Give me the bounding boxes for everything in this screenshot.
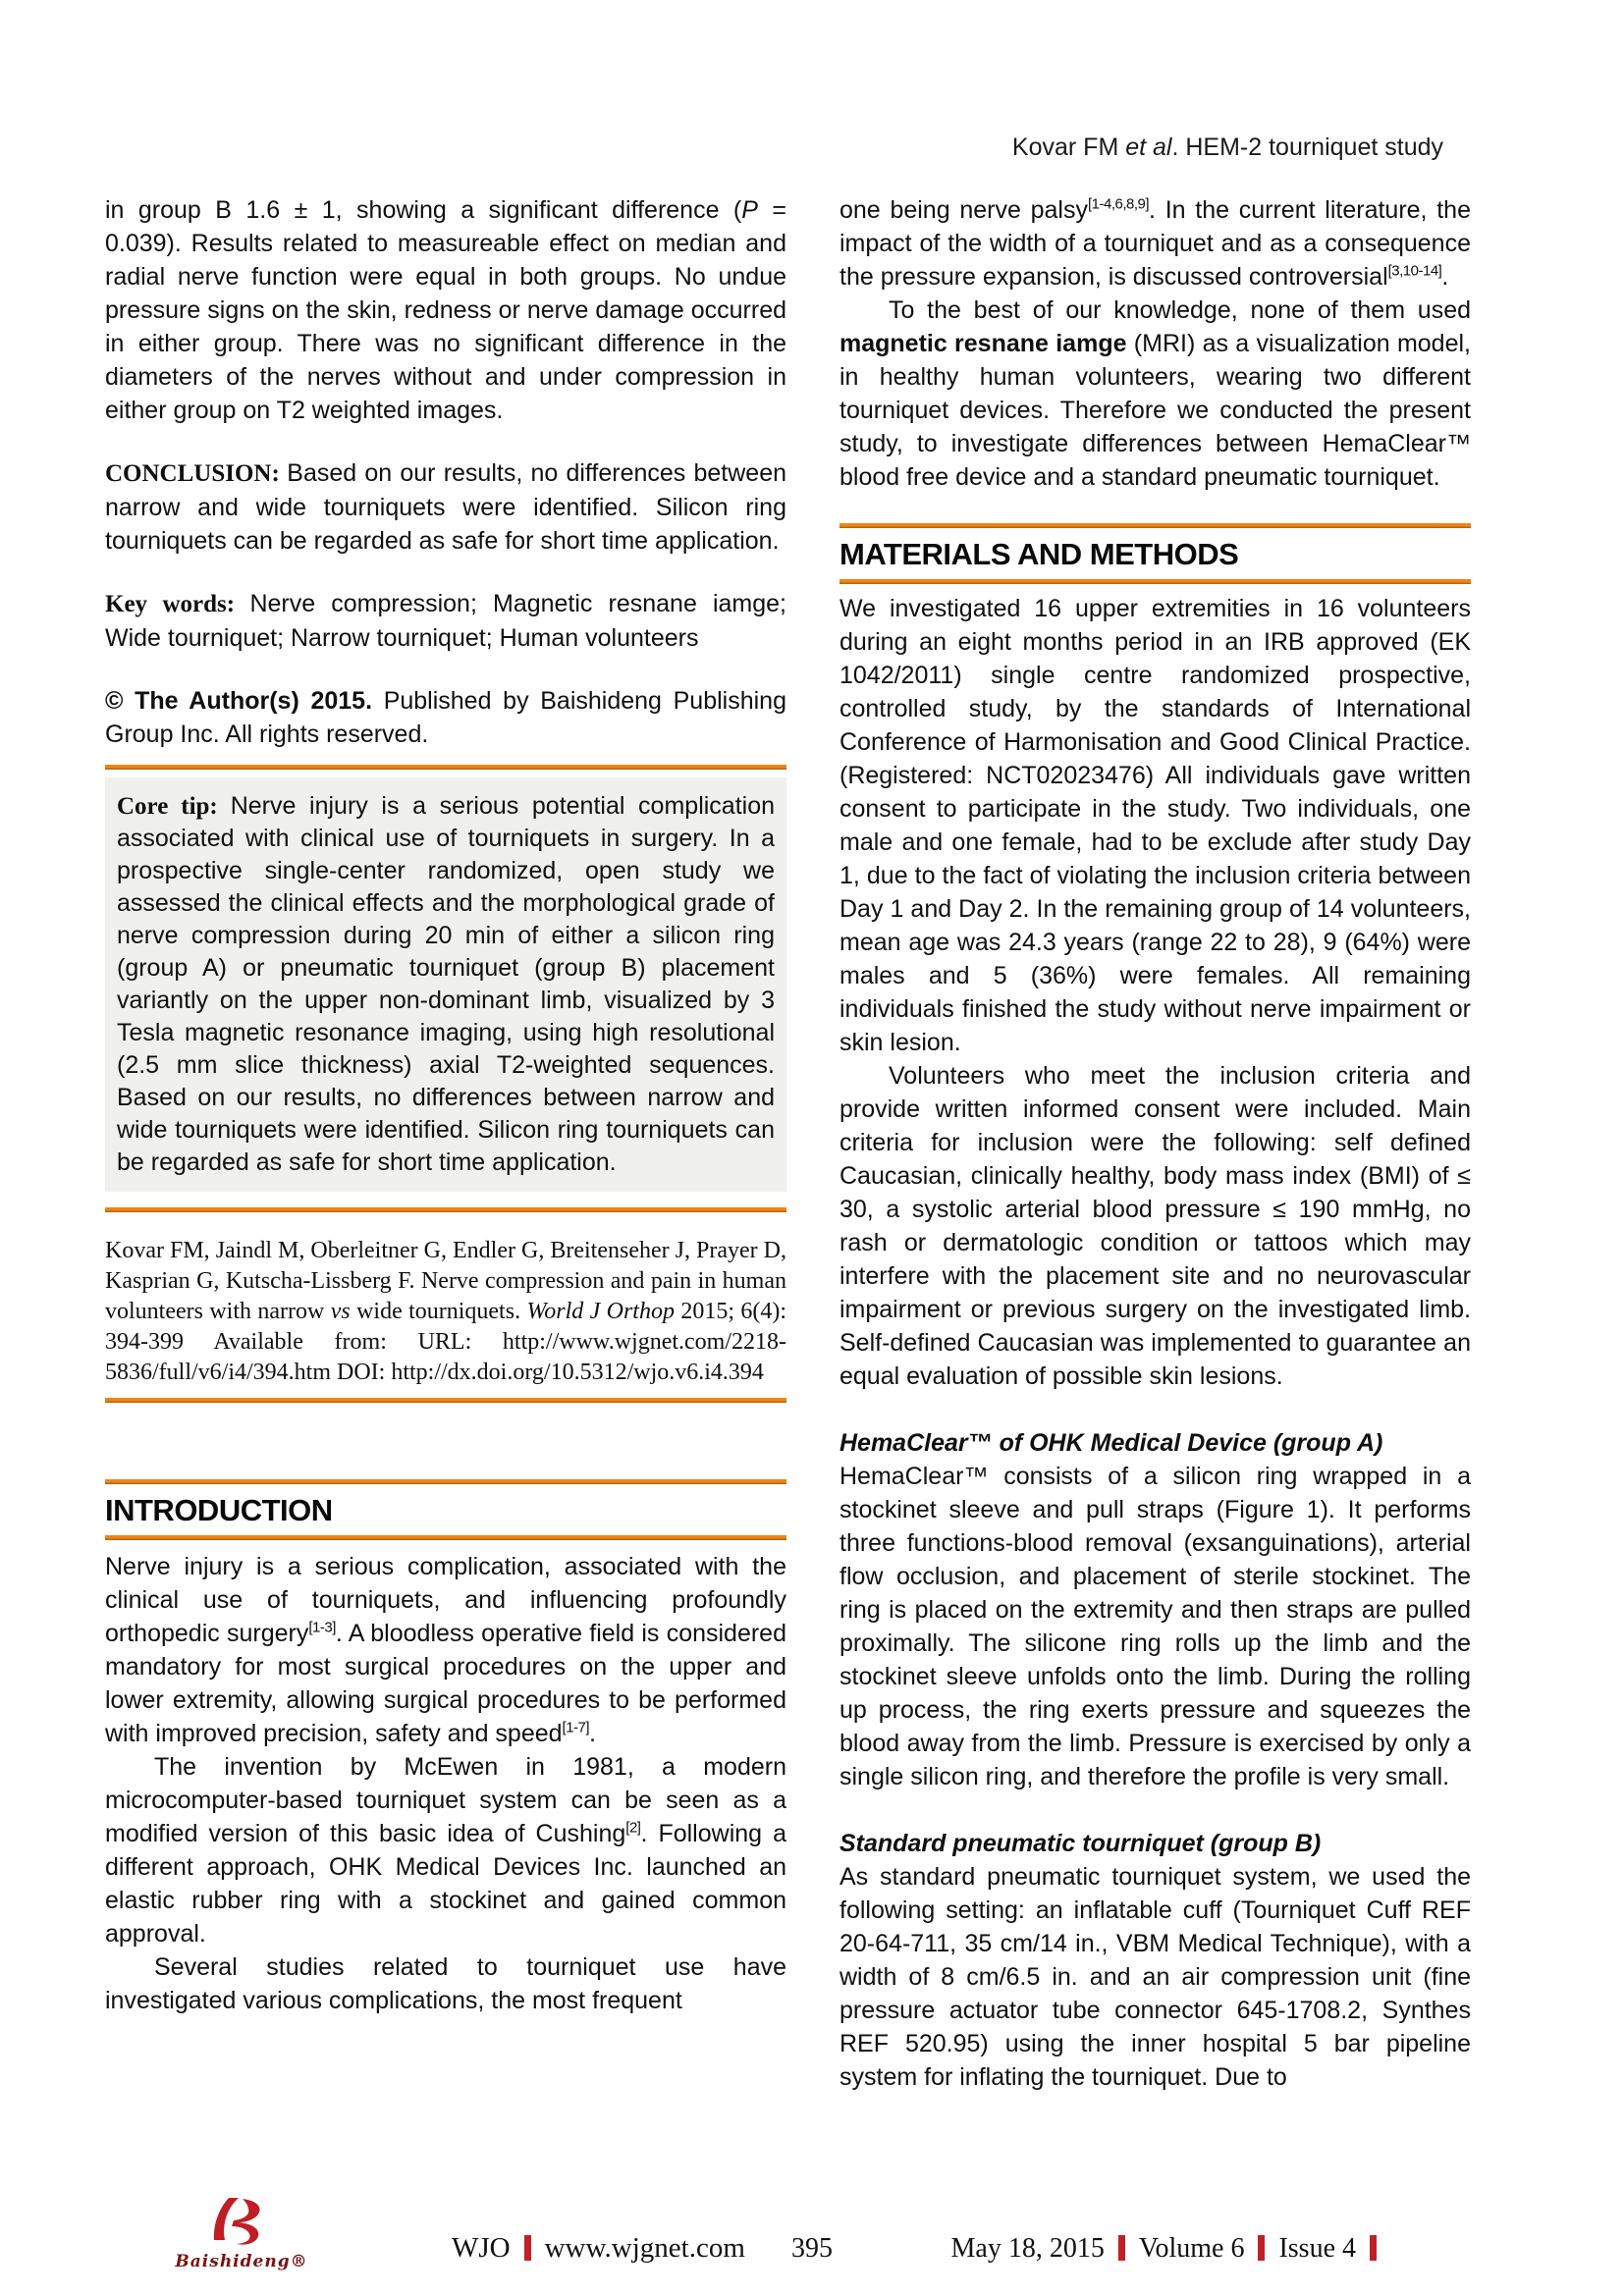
- citation-vs: vs: [330, 1299, 351, 1324]
- section-heading-materials-methods: MATERIALS AND METHODS: [839, 537, 1239, 571]
- orange-rule: [105, 1535, 786, 1540]
- core-tip-box: [105, 777, 786, 1192]
- baishideng-logo-text: Baishideng®: [175, 2252, 308, 2271]
- reference-superscript: [3,10-14]: [1387, 262, 1442, 280]
- section-materials-methods: [839, 523, 1471, 584]
- subheading-hemaclear: HemaClear™ of OHK Medical Device (group A): [839, 1429, 1383, 1457]
- citation-url-doi: 2015; 6(4): 394-399 Available from: URL: http://www.wjgnet.com/2218-5836/full/v6/i4/394.htm DOI: http://dx.doi.org/10.5312/wjo.v6.i4.394: [105, 1299, 786, 1385]
- orange-rule: [105, 1398, 786, 1403]
- orange-rule: [105, 765, 786, 770]
- red-separator-icon: [1370, 2235, 1377, 2261]
- citation-journal-name: World J Orthop: [526, 1299, 675, 1324]
- conclusion-label: CONCLUSION:: [105, 460, 288, 487]
- page-number: 395: [791, 2233, 833, 2264]
- methods-paragraph-2: Volunteers who meet the inclusion criteria and provide written informed consent were included. Main criteria for inclusion were the following: self defined Caucasian, clinically healthy, body mass index (BMI) of ≤ 30, a systolic arterial blood pressure ≤ 190 mmHg, no rash or dermatologic condition or tattoos which may interfere with the placement site and no neurovascular impairment or previous surgery on the investigated limb. Self-defined Caucasian was implemented to guarantee an equal evaluation of possible skin lesions.: [839, 1062, 1471, 1390]
- intro-text-4: The invention by McEwen in 1981, a modern microcomputer-based tourniquet system can be seen as a modified version of this basic idea of Cushing: [105, 1753, 786, 1847]
- paragraph-conclusion: [105, 456, 786, 558]
- core-tip-text: Nerve injury is a serious potential complication associated with clinical use of tourniquets in surgery. In a prospective single-center randomized, open study we assessed the clinical effects and the morphological grade of nerve compression during 20 min of either a silicon ring (group A) or pneumatic tourniquet (group B) placement variantly on the upper non-dominant limb, visualized by 3 Tesla magnetic resonance imaging, using high resolutional (2.5 mm slice thickness) axial T2-weighted sequences. Based on our results, no differences between narrow and wide tourniquets were identified. Silicon ring tourniquets can be regarded as safe for short time application.: [117, 792, 776, 1176]
- footer-volume: Volume 6: [1138, 2233, 1245, 2264]
- copyright-label: © The Author(s) 2015.: [105, 687, 384, 715]
- knowledge-text-2: (MRI) as a visualization model, in healthy human volunteers, wearing two different tourniquet devices. Therefore we conducted the present study, to investigate differences between HemaClear™ blood free device and a standard pneumatic tourniquet.: [839, 330, 1471, 491]
- reference-superscript: [1-4,6,8,9]: [1087, 195, 1150, 213]
- left-column: [105, 193, 786, 2017]
- footer-journal-abbrev: WJO: [452, 2232, 511, 2264]
- running-head: [1012, 133, 1443, 162]
- orange-rule: [105, 1207, 786, 1212]
- citation-text-2: wide tourniquets.: [350, 1299, 527, 1324]
- citation-block: [105, 1228, 786, 1403]
- results-text: in group B 1.6 ± 1, showing a significant difference (: [105, 196, 742, 224]
- intro-text-3: .: [589, 1720, 596, 1747]
- keywords-label: Key words:: [105, 591, 250, 617]
- footer-issue-line: [951, 2233, 1377, 2265]
- intro-text-2: . A bloodless operative field is considered mandatory for most surgical procedures on the upper and lower extremity, allowing surgical procedures to be performed with improved precision, safety and speed: [105, 1620, 786, 1747]
- red-separator-icon: [1258, 2235, 1265, 2261]
- orange-rule: [839, 579, 1471, 584]
- paragraph-copyright: [105, 684, 786, 751]
- reference-superscript: [2]: [625, 1819, 641, 1837]
- right-column: [839, 193, 1471, 2094]
- methods-paragraph-1: We investigated 16 upper extremities in 16 volunteers during an eight months period in an IRB approved (EK 1042/2011) single centre randomized prospective, controlled study, by the standards of International Conference of Harmonisation and Good Clinical Practice. (Registered: NCT02023476) All individuals gave written consent to participate in the study. Two individuals, one male and one female, had to be exclude after study Day 1, due to the fact of violating the inclusion criteria between Day 1 and Day 2. In the remaining group of 14 volunteers, mean age was 24.3 years (range 22 to 28), 9 (64%) were males and 5 (36%) were females. All remaining individuals finished the study without nerve impairment or skin lesion.: [839, 595, 1471, 1056]
- section-introduction: [105, 1479, 786, 1540]
- publisher-logo: [165, 2197, 318, 2270]
- footer-date: May 18, 2015: [950, 2233, 1105, 2264]
- intro-text-5: . Following a different approach, OHK Medical Devices Inc. launched an elastic rubber ring with a stockinet and gained common approval.: [105, 1820, 786, 1948]
- core-tip-label: Core tip:: [117, 793, 231, 820]
- red-separator-icon: [524, 2235, 531, 2261]
- reference-superscript: [1-3]: [308, 1619, 336, 1636]
- palsy-text-1: one being nerve palsy: [839, 196, 1088, 224]
- citation-authors: Kovar FM, Jaindl M, Oberleitner G, Endler G, Breitenseher J, Prayer D, Kasprian G, Kutscha-Lissberg F. Nerve compression and pain in human volunteers with narrow: [105, 1238, 786, 1324]
- keywords-text: Nerve compression; Magnetic resnane iamge; Wide tourniquet; Narrow tourniquet; Human volunteers: [105, 590, 786, 652]
- section-heading-introduction: INTRODUCTION: [105, 1493, 333, 1527]
- baishideng-logo-icon: [199, 2197, 284, 2248]
- running-head-title: . HEM-2 tourniquet study: [1171, 133, 1443, 161]
- intro-text-1: Nerve injury is a serious complication, associated with the clinical use of tourniquets, and influencing profoundly orthopedic surgery: [105, 1553, 786, 1647]
- conclusion-text: Based on our results, no differences between narrow and wide tourniquets were identified. Silicon ring tourniquets can be regarded as safe for short time application.: [105, 459, 787, 555]
- mri-bold-text: magnetic resnane iamge: [839, 330, 1127, 357]
- knowledge-text-1: To the best of our knowledge, none of them used: [889, 296, 1471, 324]
- hemaclear-paragraph: HemaClear™ consists of a silicon ring wrapped in a stockinet sleeve and pull straps (Figure 1). It performs three functions-blood removal (exsanguinations), arterial flow occlusion, and placement of sterile stockinet. The ring is placed on the extremity and then straps are pulled proximally. The silicone ring rolls up the limb and the stockinet sleeve unfolds onto the limb. During the rolling up process, the ring exerts pressure and squeezes the blood away from the limb. Pressure is exercised by only a single silicon ring, and therefore the profile is very small.: [839, 1463, 1471, 1790]
- palsy-text-2: . In the current literature, the impact of the width of a tourniquet and as a consequence the pressure expansion, is discussed controversial: [839, 196, 1471, 291]
- footer-journal-line: [452, 2232, 745, 2265]
- p-value-symbol: P: [741, 196, 758, 224]
- subheading-pneumatic: Standard pneumatic tourniquet (group B): [839, 1830, 1322, 1857]
- paragraph-palsy: [839, 193, 1471, 294]
- paragraph-knowledge: [839, 294, 1471, 494]
- footer-issue: Issue 4: [1278, 2233, 1356, 2264]
- running-head-etal: et al: [1125, 133, 1172, 161]
- palsy-text-3: .: [1441, 263, 1449, 291]
- red-separator-icon: [1118, 2235, 1125, 2261]
- page-footer: [0, 2181, 1624, 2274]
- core-tip-block: [105, 765, 786, 1212]
- copyright-text: Published by Baishideng Publishing Group Inc. All rights reserved.: [105, 687, 786, 748]
- intro-paragraph-1: [105, 1550, 786, 1750]
- citation-text: [105, 1228, 786, 1398]
- results-text-2: = 0.039). Results related to measureable effect on median and radial nerve function were equal in both groups. No undue pressure signs on the skin, redness or nerve damage occurred in either group. There was no significant difference in the diameters of the nerves without and under compression in either group on T2 weighted images.: [105, 196, 786, 424]
- intro-paragraph-3: Several studies related to tourniquet use have investigated various complications, the most frequent: [105, 1953, 786, 2014]
- footer-site-url: www.wjgnet.com: [544, 2232, 745, 2264]
- paragraph-results: [105, 193, 786, 427]
- reference-superscript: [1-7]: [562, 1719, 590, 1736]
- intro-paragraph-2: [105, 1750, 786, 1950]
- running-head-authors: Kovar FM: [1011, 133, 1126, 161]
- paragraph-keywords: [105, 587, 786, 655]
- pneumatic-paragraph: As standard pneumatic tourniquet system, we used the following setting: an inflatable cuff (Tourniquet Cuff REF 20-64-711, 35 cm/14 in., VBM Medical Technique), with a width of 8 cm/6.5 in. and an air compression unit (fine pressure actuator tube connector 645-1708.2, Synthes REF 520.95) using the inner hospital 5 bar pipeline system for inflating the tourniquet. Due to: [839, 1863, 1471, 2091]
